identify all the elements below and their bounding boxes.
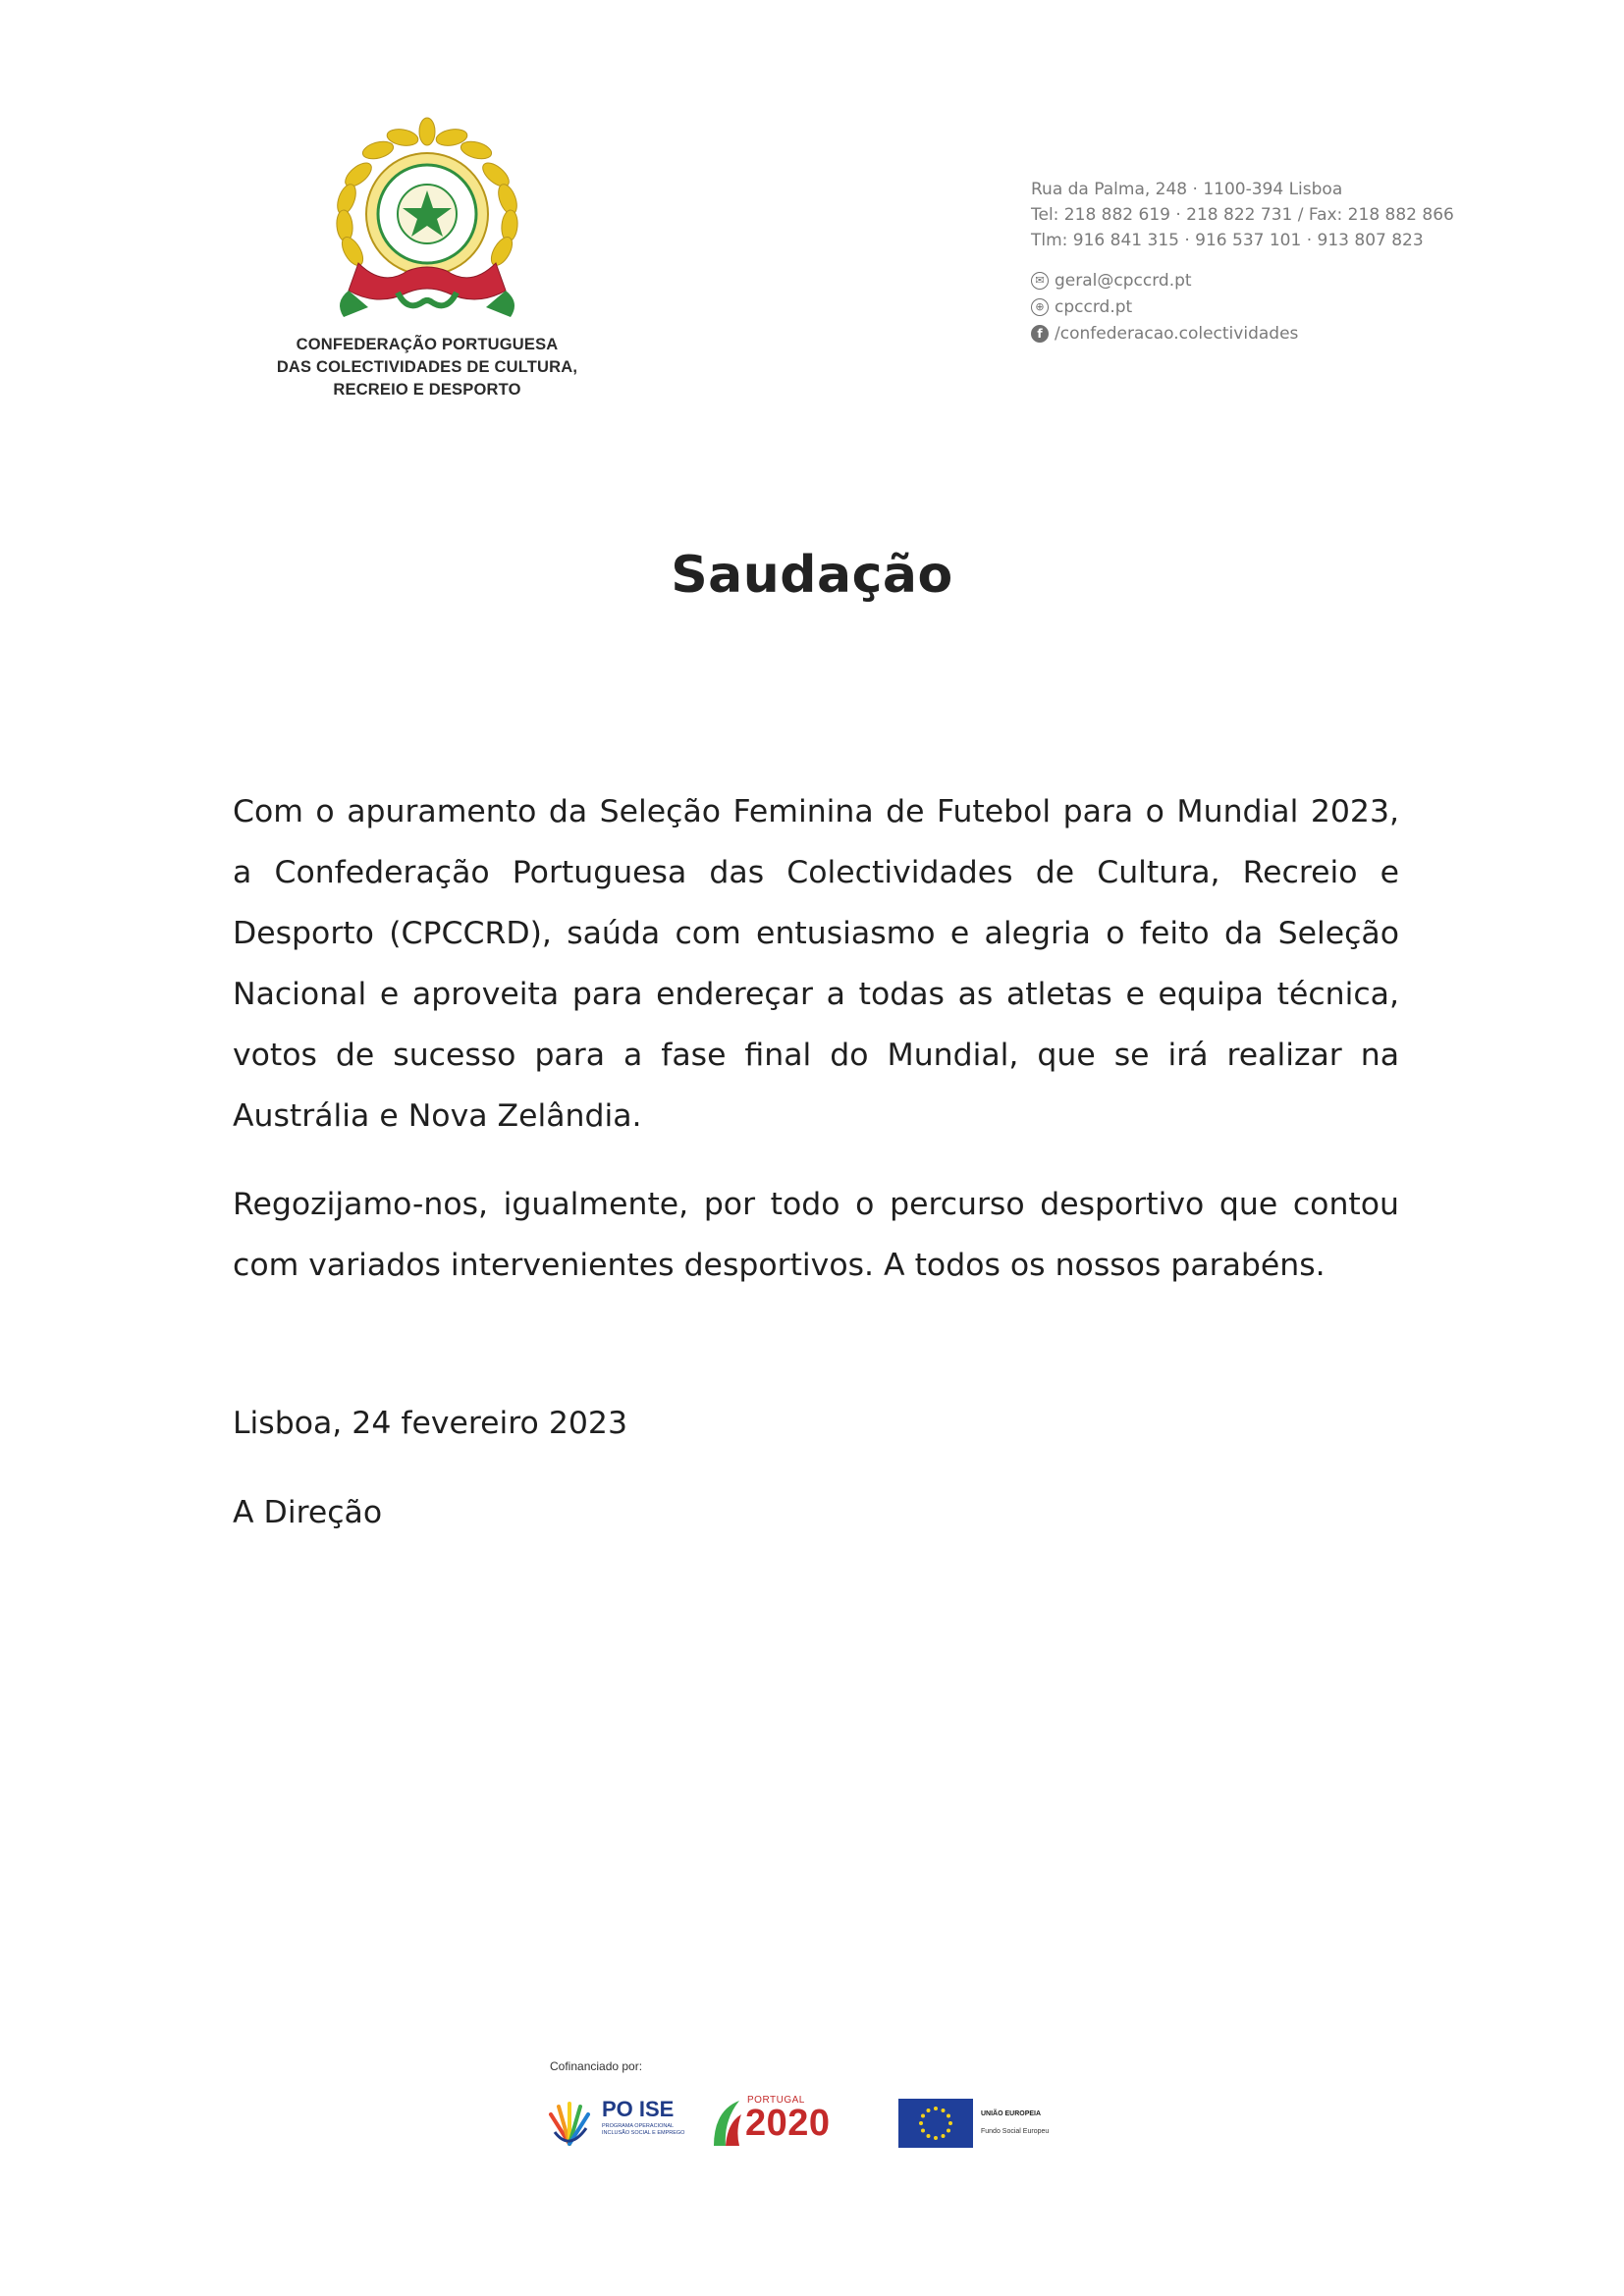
facebook-link[interactable]: /confederacao.colectividades [1055,323,1299,344]
emblem-icon [290,116,565,332]
eu-flag-icon [898,2099,973,2148]
body-paragraph-2: Regozijamo-nos, igualmente, por todo o percurso desportivo que contou com variados intervenientes desportivos. A todos os nossos parabéns. [233,1187,1399,1283]
portugal-2020-logo [710,2093,838,2152]
contact-block [1031,177,1561,347]
organization-logo [250,116,604,410]
poise-logo [545,2097,692,2152]
eu-fund-label: Fundo Social Europeu [981,2128,1050,2135]
email-row [1031,267,1561,294]
website-link[interactable]: cpccrd.pt [1055,296,1133,317]
email-link[interactable]: geral@cpccrd.pt [1055,270,1192,291]
org-name-line-3: RECREIO E DESPORTO [333,381,521,399]
phone-fax: Tel: 218 882 619 · 218 822 731 / Fax: 218 882 866 [1031,205,1454,225]
eu-union-label: UNIÃO EUROPEIA [981,2110,1042,2117]
body-paragraph-1: Com o apuramento da Seleção Feminina de Futebol para o Mundial 2023, a Confederação Portuguesa das Colectividades de Cultura, Recreio e Desporto (CPCCRD), saúda com entusiasmo e alegria o feito da Seleção Nacional e aproveita para endereçar a todas as atletas e equipa técnica, votos de sucesso para a fase final do Mundial, que se irá realizar na Austrália e Nova Zelândia. [233,794,1399,1134]
org-name-line-1: CONFEDERAÇÃO PORTUGUESA [296,336,559,353]
document-body [233,781,1399,1296]
address: Rua da Palma, 248 · 1100-394 Lisboa [1031,180,1343,199]
poise-name: PO ISE [602,2097,675,2121]
globe-icon: ⊕ [1031,298,1049,316]
footer-logos [545,2091,1075,2160]
portugal-2020-mark-icon [710,2097,743,2148]
mobile-phones: Tlm: 916 841 315 · 916 537 101 · 913 807 823 [1031,231,1424,250]
facebook-row [1031,320,1561,347]
signature: A Direção [233,1495,383,1530]
document-title: Saudação [671,546,953,605]
email-icon: ✉ [1031,272,1049,290]
cofinanced-label: Cofinanciado por: [550,2059,643,2073]
year-2020-label: 2020 [745,2103,831,2144]
poise-subtitle: PROGRAMA OPERACIONAL INCLUSÃO SOCIAL E EMPREGO [602,2123,685,2136]
organization-name [250,334,604,401]
website-row [1031,294,1561,320]
portugal-label: PORTUGAL [747,2095,805,2106]
eu-logo [898,2099,1075,2150]
facebook-icon: f [1031,325,1049,343]
document-date: Lisboa, 24 fevereiro 2023 [233,1406,627,1441]
org-name-line-2: DAS COLECTIVIDADES DE CULTURA, [276,358,578,376]
poise-hand-icon [545,2101,594,2148]
